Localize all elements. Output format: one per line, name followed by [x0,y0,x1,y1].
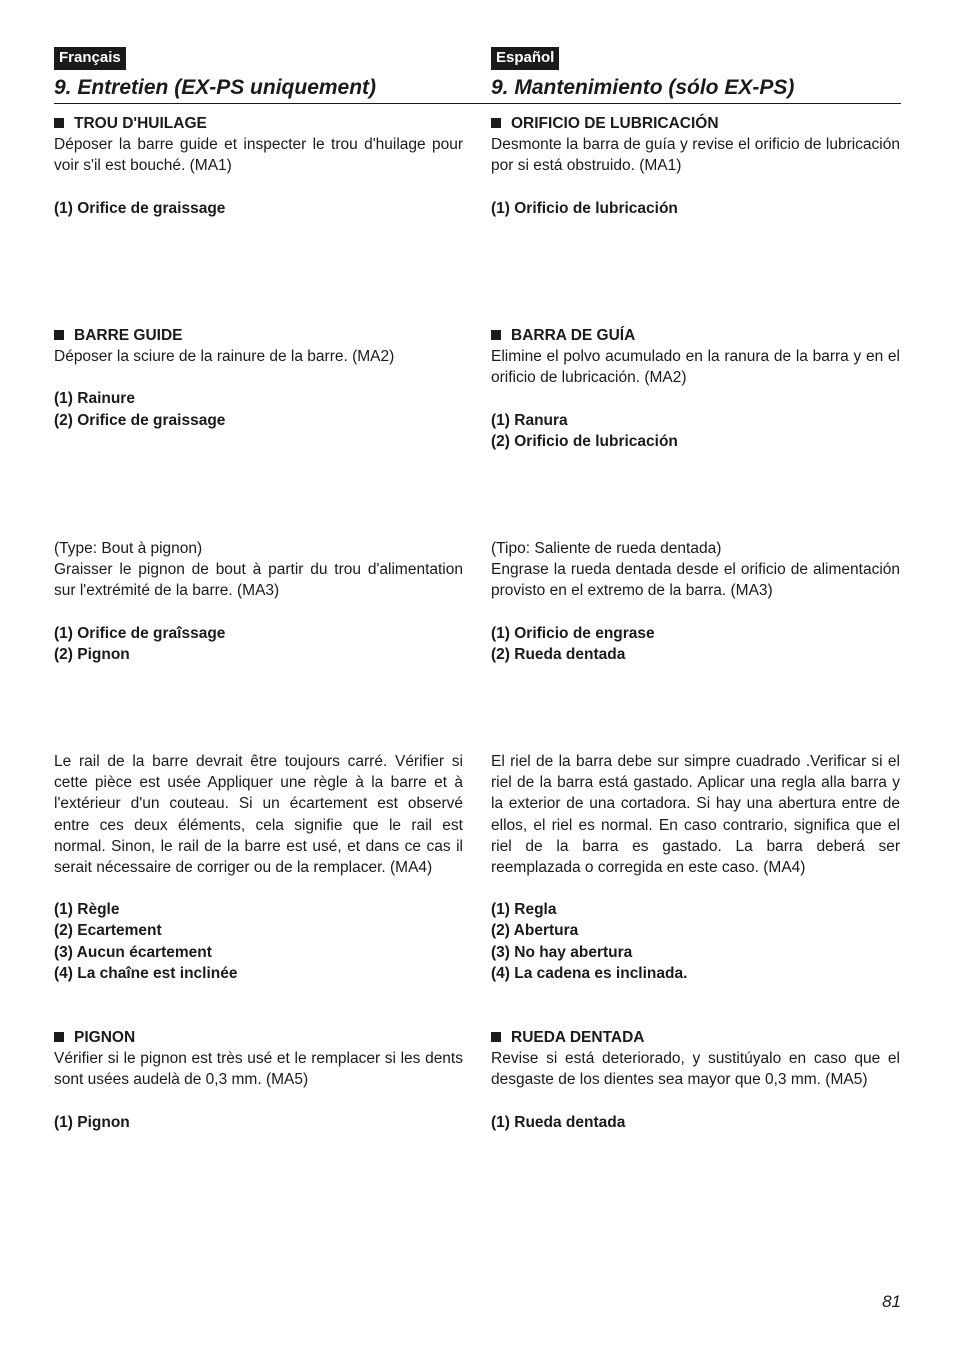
section-text: El riel de la barra debe sur simpre cuadrado .Verificar si el riel de la barra está gastado. Aplicar una regla alla barra y la exterior de una cortadora. Si hay una abertura entre de ellos, el riel es normal. En caso contrario, significa que el riel de la barra es gastado. La barra deberá ser reemplazada o corregida en este caso. (MA4) [491,753,900,877]
section-guide-bar-fr [54,325,463,431]
figure-label: (4) La cadena es inclinada. [491,964,688,982]
figure-label: (1) Règle [54,901,120,919]
section-text: Engrase la rueda dentada desde el orificio de alimentación provisto en el extremo de la barra. (MA3) [491,561,900,600]
language-tag-spanish: Español [491,47,559,70]
figure-label: (1) Rueda dentada [491,1113,626,1131]
section-sprocket-es [491,1027,900,1133]
section-heading: ORIFICIO DE LUBRICACIÓN [491,113,900,134]
figure-label: (1) Ranura [491,411,568,429]
square-bullet-icon [54,330,64,340]
figure-label: (2) Rueda dentada [491,645,626,663]
section-heading: TROU D'HUILAGE [54,113,463,134]
figure-labels [54,1112,463,1133]
section-sprocket-nose-fr [54,538,463,665]
section-text: Vérifier si le pignon est très usé et le remplacer si les dents sont usées audelà de 0,3 mm. (MA5) [54,1050,463,1089]
section-oil-hole-es [491,113,900,219]
figure-label: (1) Orifice de graîssage [54,624,226,642]
section-heading: RUEDA DENTADA [491,1027,900,1048]
section-text: Elimine el polvo acumulado en la ranura de la barra y en el orificio de lubricación. (MA2) [491,348,900,387]
figure-label: (1) Orificio de engrase [491,624,655,642]
figure-label: (2) Orifice de graissage [54,411,226,429]
section-bar-rail-fr [54,751,463,984]
figure-label: (1) Orificio de lubricación [491,199,678,217]
square-bullet-icon [491,330,501,340]
section-text: Desmonte la barra de guía y revise el orificio de lubricación por si está obstruido. (MA1) [491,136,900,175]
figure-labels [491,623,900,665]
section-guide-bar-es [491,325,900,452]
figure-label: (4) La chaîne est inclinée [54,964,238,982]
figure-label: (2) Pignon [54,645,130,663]
figure-labels [491,1112,900,1133]
figure-labels [54,623,463,665]
section-text: Le rail de la barre devrait être toujours carré. Vérifier si cette pièce est usée Appliquer une règle à la barre et à l'extérieur d'un couteau. Si un écartement est observé entre ces deux éléments, cela signifie que le rail est normal. Sinon, le rail de la barre est usé, et dans ce cas il serait nécessaire de corriger ou de la remplacer. (MA4) [54,753,463,877]
figure-label: (3) Aucun écartement [54,943,212,961]
column-french [54,0,463,1348]
section-sprocket-nose-es [491,538,900,665]
section-oil-hole-fr [54,113,463,219]
figure-label: (2) Abertura [491,922,579,940]
figure-label: (1) Regla [491,901,557,919]
figure-labels [491,198,900,219]
section-heading: PIGNON [54,1027,463,1048]
figure-labels [491,410,900,452]
header-divider [54,103,901,104]
language-tag-french: Français [54,47,126,70]
section-heading: BARRE GUIDE [54,325,463,346]
figure-labels [54,388,463,430]
square-bullet-icon [491,1032,501,1042]
figure-label: (2) Orificio de lubricación [491,432,678,450]
section-heading: BARRA DE GUÍA [491,325,900,346]
figure-labels [54,198,463,219]
square-bullet-icon [491,118,501,128]
chapter-title-spanish: 9. Mantenimiento (sólo EX-PS) [491,76,795,99]
section-subtitle: (Tipo: Saliente de rueda dentada) [491,540,722,557]
section-text: Revise si está deteriorado, y sustitúyalo en caso que el desgaste de los dientes sea mayor que 0,3 mm. (MA5) [491,1050,900,1089]
figure-label: (1) Pignon [54,1113,130,1131]
section-subtitle: (Type: Bout à pignon) [54,540,203,557]
square-bullet-icon [54,118,64,128]
chapter-title-french: 9. Entretien (EX-PS uniquement) [54,76,377,99]
figure-label: (1) Rainure [54,390,135,408]
section-sprocket-fr [54,1027,463,1133]
section-text: Déposer la sciure de la rainure de la barre. (MA2) [54,348,395,366]
figure-labels [54,899,463,984]
square-bullet-icon [54,1032,64,1042]
figure-label: (1) Orifice de graissage [54,199,226,217]
figure-labels [491,899,900,984]
column-spanish [491,0,900,1348]
figure-label: (3) No hay abertura [491,943,633,961]
page-number: 81 [882,1292,901,1311]
section-text: Déposer la barre guide et inspecter le trou d'huilage pour voir s'il est bouché. (MA1) [54,136,463,175]
section-text: Graisser le pignon de bout à partir du trou d'alimentation sur l'extrémité de la barre. (MA3) [54,561,463,600]
figure-label: (2) Ecartement [54,922,162,940]
section-bar-rail-es [491,751,900,984]
